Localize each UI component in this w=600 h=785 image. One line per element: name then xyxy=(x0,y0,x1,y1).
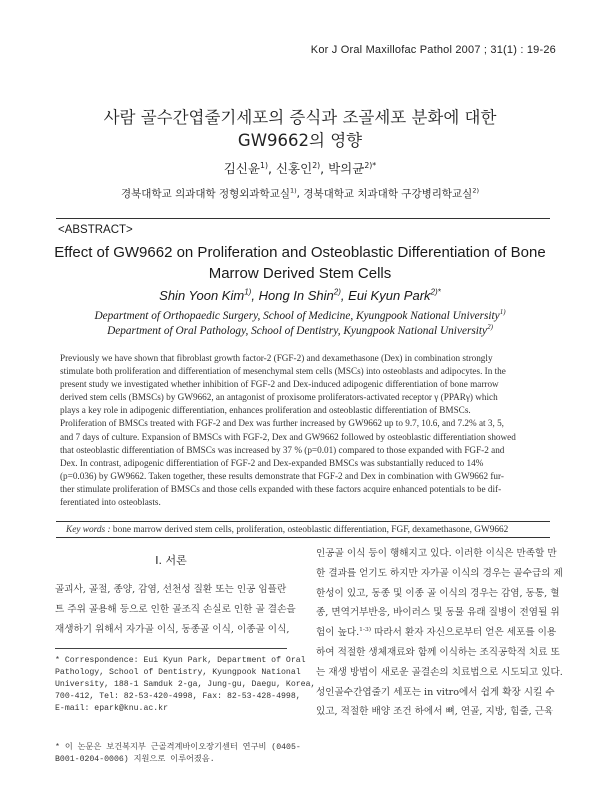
author-sup: 2) xyxy=(312,160,321,170)
abstract-line: stimulate both proliferation and differentiation of mesenchymal stem cells (MSCs) into osteoblasts and adipocytes. In the xyxy=(60,366,506,377)
body-line: 트 주위 골용해 등으로 인한 골조직 손실로 인한 골 결손을 xyxy=(55,603,296,615)
korean-authors: 김신윤$^{1)}$, 신홍인$^{2)}$, 박의균$^{2)*}$ xyxy=(223,160,377,176)
korean-affiliation-1: 경북대학교 의과대학 정형외과학교실 xyxy=(121,188,290,200)
left-column-body xyxy=(55,580,296,639)
korean-affiliations: 경북대학교 의과대학 정형외과학교실$^{1)}$, 경북대학교 치과대학 구강병리학교실$^{2)}$ xyxy=(121,186,479,200)
keywords-bottom-rule xyxy=(56,537,550,538)
abstract-line: and 7 days of culture. Expansion of BMSCs with FGF-2, Dex and GW9662 followed by osteoblastic differentiation showed xyxy=(60,431,516,442)
footnote-line: E-mail: epark@knu.ac.kr xyxy=(55,704,169,714)
abstract-line: derived stem cells (BMSCs) by GW9662, an antagonist of proxisome proliferators-activated receptor γ (PPARγ) which xyxy=(60,392,498,403)
affiliation-sup: 2) xyxy=(472,186,479,195)
body-line xyxy=(316,544,556,564)
body-line xyxy=(316,584,560,604)
footnote-line: * Correspondence: Eui Kyun Park, Department of Oral xyxy=(55,656,306,665)
affiliation-sup: 2) xyxy=(487,323,493,332)
body-line-text: 험이 높다. xyxy=(316,627,360,639)
body-line-text: 하여 적절한 생체재료와 함께 이식하는 조직공학적 치료 또 xyxy=(316,646,560,658)
body-line-text: 인공골 이식 등이 행해지고 있다. 이러한 이식은 만족할 만 xyxy=(316,548,557,559)
body-line xyxy=(316,623,556,643)
footnote-rule xyxy=(55,648,287,649)
korean-title-line1: 사람 골수간엽줄기세포의 증식과 조골세포 분화에 대한 xyxy=(103,108,497,127)
body-line xyxy=(316,564,563,584)
keywords-top-rule xyxy=(56,521,550,522)
korean-title-line2: GW9662의 영향 xyxy=(237,131,363,150)
footnote-line: Pathology, School of Dentistry, Kyungpook National xyxy=(55,668,301,678)
body-line-text: 한성이 있고, 동종 및 이종 골 이식의 경우는 감염, 동통, 혈 xyxy=(316,587,560,599)
abstract-line: present study we investigated whether inhibition of FGF-2 and Dex-induced adipogenic differentiation of bone marrow xyxy=(60,379,499,390)
right-column-body xyxy=(316,544,563,722)
affiliation-sup: 1) xyxy=(499,308,506,317)
abstract-line: plays a key role in adipogenic differentiation, enhances proliferation and osteoblastic differentiation of BMSCs. xyxy=(60,405,471,416)
body-line xyxy=(316,702,556,722)
running-head: Kor J Oral Maxillofac Pathol 2007 ; 31(1) : 19-26 xyxy=(310,44,556,56)
keywords-label: Key words : xyxy=(66,525,111,535)
body-line xyxy=(316,643,560,663)
abstract-top-rule xyxy=(56,218,550,219)
english-authors: Shin Yoon Kim$^{1)}$, Hong In Shin$^{2)}$, Eui Kyun Park$^{2)*}$ xyxy=(159,287,441,303)
section-heading: I. 서론 xyxy=(155,554,187,567)
body-line xyxy=(316,683,556,703)
footnote-line: * 이 논문은 보건복지부 근골격계바이오장기센터 연구비 (0405- xyxy=(55,743,301,752)
body-line-text: 성인골수간엽줄기 세포는 in vitro에서 쉽게 확장 시킬 수 xyxy=(316,686,555,698)
body-line: 재생하기 위해서 자가골 이식, 동종골 이식, 이종골 이식, xyxy=(55,623,290,635)
author-sup: 2) xyxy=(333,287,341,297)
footnote-line: 700-412, Tel: 82-53-420-4998, Fax: 82-53-428-4998, xyxy=(55,692,301,702)
abstract-line: that osteoblastic differentiation of BMSCs was increased by 37 % (p=0.01) compared to those expanded with FGF-2 and xyxy=(60,444,505,455)
body-line-text: 종, 면역거부반응, 바이러스 및 동물 유래 질병이 전염될 위 xyxy=(316,607,560,619)
author-sup: 1) xyxy=(244,287,252,297)
body-line-text: 따라서 환자 자신으로부터 얻은 세포를 이용 xyxy=(371,627,557,639)
abstract-line: Dex. In contrast, adipogenic differentiation of FGF-2 and Dex-expanded BMSCs was substantially reduced to 14% xyxy=(60,457,484,468)
footnote-line: B001-0204-0006) 지원으로 이루어졌음. xyxy=(55,755,215,765)
body-line-text: 한 결과를 얻기도 하지만 자가골 이식의 경우는 골수급의 제 xyxy=(316,567,563,579)
body-line-text: 있고, 적절한 배양 조건 하에서 뼈, 연골, 지방, 힘줄, 근육 xyxy=(316,706,554,718)
body-line: 골괴사, 골절, 종양, 감염, 선천성 질환 또는 인공 임플란 xyxy=(55,584,287,595)
footnote-funding xyxy=(55,742,301,766)
affiliation-text: Department of Orthopaedic Surgery, School of Medicine, Kyungpook National University xyxy=(94,310,500,322)
author-name: 박의균 xyxy=(328,161,365,176)
author-name: Shin Yoon Kim xyxy=(159,288,245,303)
english-affiliation-1 xyxy=(0,310,600,322)
body-line xyxy=(316,663,563,683)
keywords-text: bone marrow derived stem cells, proliferation, osteoblastic differentiation, FGF, dexamethasone, GW9662 xyxy=(112,525,509,535)
body-line-text: 는 재생 방법이 새로운 골결손의 치료법으로 시도되고 있다. xyxy=(316,666,563,678)
abstract-label: <ABSTRACT> xyxy=(58,224,133,236)
abstract-body xyxy=(60,352,549,509)
abstract-line: ther stimulate proliferation of BMSCs and those cells expanded with these factors acquire enhanced potentials to be dif- xyxy=(60,483,502,494)
keywords xyxy=(66,525,508,535)
abstract-line: Proliferation of BMSCs treated with FGF-2 and Dex was further increased by GW9662 up to 9.7, 10.6, and 7.2% at 3, 5, xyxy=(60,418,504,429)
author-name: 김신윤 xyxy=(223,161,261,176)
affiliation-text: Department of Oral Pathology, School of Dentistry, Kyungpook National University xyxy=(107,325,488,337)
english-affiliation-2 xyxy=(0,325,600,337)
abstract-line: Previously we have shown that fibroblast growth factor-2 (FGF-2) and dexamethasone (Dex) in combination strongly xyxy=(60,353,493,363)
body-line xyxy=(316,603,560,623)
author-sup: 2)* xyxy=(430,287,441,297)
citation-sup: 1-3) xyxy=(359,626,372,633)
author-name: Hong In Shin xyxy=(258,288,334,303)
english-title-line1: Effect of GW9662 on Proliferation and Osteoblastic Differentiation of Bone xyxy=(54,244,546,261)
affiliation-sup: 1) xyxy=(289,186,297,195)
footnote-correspondence xyxy=(55,655,316,715)
korean-affiliation-2: 경북대학교 치과대학 구강병리학교실 xyxy=(303,188,473,200)
author-name: 신홍인 xyxy=(275,161,313,176)
author-sup: 2)* xyxy=(364,160,377,170)
footnote-line: University, 188-1 Samduk 2-ga, Jung-gu, Daegu, Korea, xyxy=(55,680,316,690)
author-name: Eui Kyun Park xyxy=(348,288,431,303)
author-sup: 1) xyxy=(260,160,268,170)
english-title-line2: Marrow Derived Stem Cells xyxy=(208,265,392,282)
abstract-line: (p=0.036) by GW9662. Taken together, these results demonstrate that FGF-2 and Dex in combination with GW9662 fur- xyxy=(60,470,504,481)
abstract-line: ferentiated into osteoblasts. xyxy=(60,497,161,508)
